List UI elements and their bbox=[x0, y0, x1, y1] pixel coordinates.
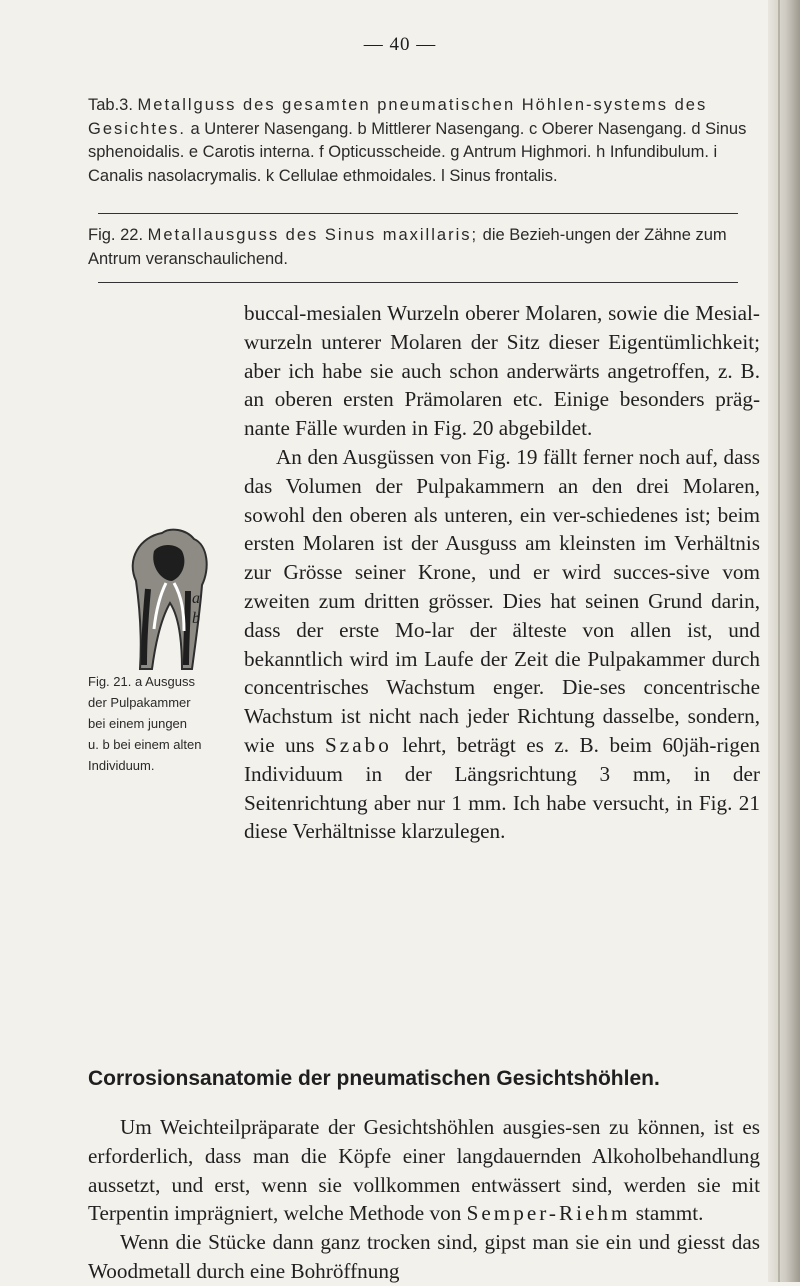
paragraph-text: stammt. bbox=[630, 1201, 704, 1226]
caption-title: Metallausguss des Sinus maxillaris; bbox=[147, 226, 479, 244]
caption-divider bbox=[98, 282, 738, 283]
caption-lead: Fig. 22. bbox=[88, 226, 144, 244]
caption-legend: a Unterer Nasengang. b Mittlerer Nasengang. c Oberer Nasengang. d Sinus sphenoidalis. e Carotis interna. f Opticusscheide. g Antrum Highmori. h Infundibulum. i Canalis nasolacrymalis. k Cellulae ethmoidales. l Sinus frontalis. bbox=[88, 119, 747, 185]
figure-caption-tab3 bbox=[88, 94, 760, 188]
author-name: Szabo bbox=[325, 732, 392, 757]
figure-21-caption bbox=[88, 671, 238, 776]
section-text bbox=[88, 1113, 760, 1286]
paragraph: buccal-mesialen Wurzeln oberer Molaren, sowie die Mesial-wurzeln unterer Molaren der Sitz dieser Eigentümlichkeit; aber ich habe sie auch schon anderwärts angetroffen, z. B. an oberen ersten Prämolaren etc. Einige besonders präg-nante Fälle wurden in Fig. 20 abgebildet. bbox=[244, 301, 760, 441]
section-heading: Corrosionsanatomie der pneumatischen Gesichtshöhlen. bbox=[88, 1067, 660, 1090]
paragraph bbox=[88, 1113, 760, 1228]
figure-21 bbox=[88, 519, 236, 971]
paragraph: Wenn die Stücke dann ganz trocken sind, gipst man sie ein und giesst das Woodmetall durch eine Bohröffnung bbox=[88, 1230, 760, 1283]
main-text bbox=[88, 299, 760, 971]
figure-label-b: b bbox=[192, 610, 200, 627]
caption-line: Individuum. bbox=[88, 758, 155, 773]
caption-line: bei einem jungen bbox=[88, 716, 188, 731]
paragraph-text: Um Weichteilpräparate der Gesichtshöhlen ausgies-sen zu können, ist es erforderlich, dass man die Köpfe einer langdauernden Alkoholbehandlung aussetzt, und erst, wenn sie vollkommen entwässert sind, werden sie mit Terpentin imprägniert, welche Methode von bbox=[88, 1115, 760, 1226]
caption-line: u. b bei einem alten bbox=[88, 737, 202, 752]
caption-divider bbox=[98, 213, 738, 214]
caption-lead: Tab.3. bbox=[88, 96, 133, 114]
caption-title: Metallguss des gesamten pneumatischen Höhlen-systems des Gesichtes. bbox=[88, 96, 708, 138]
caption-line: der Pulpakammer bbox=[88, 695, 191, 710]
caption-legend: die Bezieh-ungen der Zähne zum Antrum veranschaulichend. bbox=[88, 226, 727, 268]
page-edge-shadow bbox=[768, 0, 800, 1282]
caption-line: Fig. 21. a Ausguss bbox=[88, 674, 195, 689]
figure-label-a: a bbox=[192, 590, 200, 607]
author-name: Semper-Riehm bbox=[466, 1201, 631, 1226]
paragraph-text: An den Ausgüssen von Fig. 19 fällt ferner noch auf, dass das Volumen der Pulpakammern an den drei Molaren, sowohl den oberen als unteren, ein ver-schiedenes ist; beim ersten Molaren ist der Ausguss am kleinsten im Verhältnis zur Grösse seiner Krone, und er wird succes-sive vom zweiten zum dritten grösser. Dies hat seinen Grund darin, dass der erste Mo-lar der älteste von allen ist, und bekanntlich wird im Laufe der Zeit die Pulpakammer durch concentrisches Wachstum enger. Die-ses concentrische Wachstum ist nicht nach jeder Richtung dasselbe, sondern, wie uns bbox=[244, 444, 760, 757]
page-number: — 40 — bbox=[363, 34, 437, 55]
paragraph-text: lehrt, beträgt es z. B. beim 60jäh-rigen Individuum in der Längsrichtung 3 mm, in der Seitenrichtung aber nur 1 mm. Ich habe versucht, in Fig. 21 diese Verhältnisse klarzulegen. bbox=[244, 732, 760, 844]
figure-caption-fig22 bbox=[88, 224, 760, 271]
tooth-pulp-cast-image bbox=[116, 519, 220, 677]
